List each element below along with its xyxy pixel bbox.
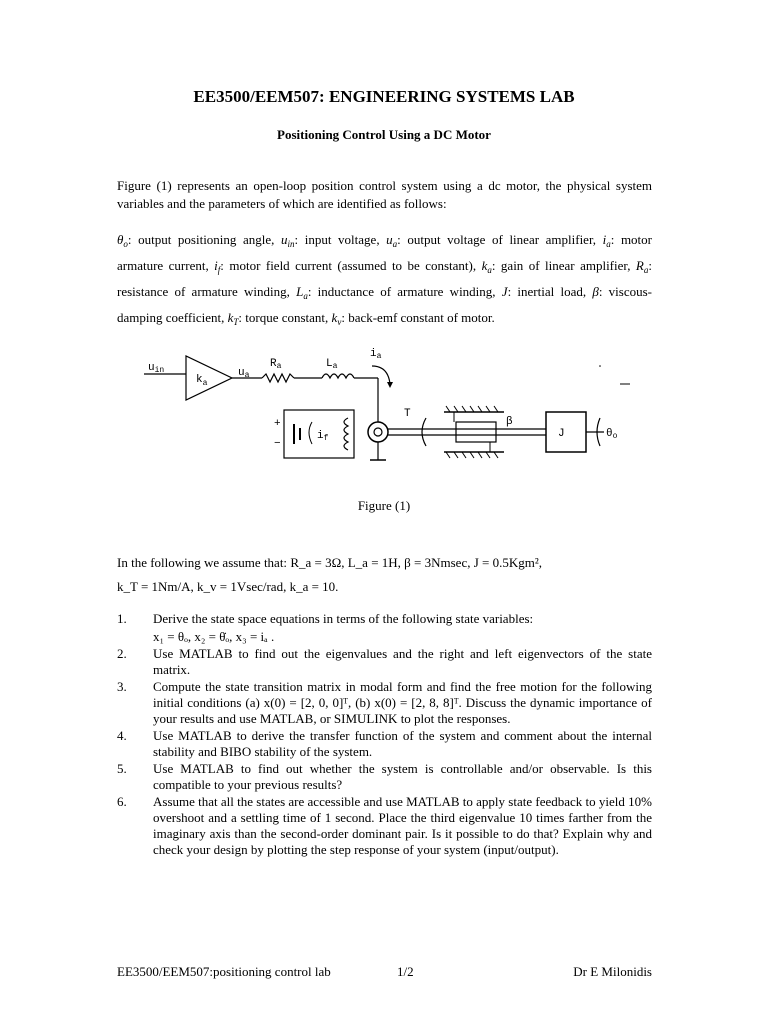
variable-symbol: k xyxy=(227,310,234,325)
variable-subscript: a xyxy=(392,239,398,249)
page-subtitle: Positioning Control Using a DC Motor xyxy=(277,127,491,142)
task-text: Use MATLAB to derive the transfer function of the system and comment about the internal stability and BIBO stability of the system. xyxy=(153,728,652,759)
task-item xyxy=(117,646,652,678)
variable-symbol: i xyxy=(602,232,607,247)
task-text: Use MATLAB to find out whether the system is controllable and/or observable. Is this compatible to your previous results? xyxy=(153,761,652,792)
task-item xyxy=(117,611,652,645)
variable-description: : output positioning angle, xyxy=(127,232,282,247)
ra-label: Ra xyxy=(270,358,282,371)
if-label: if xyxy=(317,430,329,443)
footer-course: EE3500/EEM507:positioning control lab xyxy=(117,964,331,979)
assumptions xyxy=(117,551,657,599)
task-text: Use MATLAB to find out the eigenvalues and the right and left eigenvectors of the state matrix. xyxy=(153,646,652,677)
ia-label: ia xyxy=(370,348,382,361)
footer-author: Dr E Milonidis xyxy=(573,964,652,979)
uin-label: uin xyxy=(148,362,165,375)
task-number: 1. xyxy=(117,611,127,626)
variable-subscript: f xyxy=(217,265,221,275)
field-coil xyxy=(344,418,348,450)
ua-label: ua xyxy=(238,367,250,380)
page-title: EE3500/EEM507: ENGINEERING SYSTEMS LAB xyxy=(193,87,575,106)
task-number: 2. xyxy=(117,646,127,661)
inductor xyxy=(322,374,354,378)
variable-subscript: a xyxy=(487,265,492,275)
figure-caption: Figure (1) xyxy=(357,498,411,513)
variable-description: : back-emf constant of motor. xyxy=(341,310,495,325)
variable-symbol: u xyxy=(281,232,288,247)
intro-paragraph: Figure (1) represents an open-loop position control system using a dc motor, the physical system variables and the parameters of which are identified as follows: xyxy=(117,178,652,211)
variable-description: : torque constant, xyxy=(238,310,332,325)
variable-subscript: a xyxy=(643,265,649,275)
task-item xyxy=(117,761,652,793)
variable-symbol: i xyxy=(214,258,218,273)
amplifier-triangle xyxy=(186,356,232,400)
task-text: Compute the state transition matrix in modal form and find the free motion for the following initial conditions (a) x(0) = [2, 0, 0]ᵀ, (b) x(0) = [2, 8, 8]ᵀ. Discuss the dynamic importance of your results and use MATLAB, or SIMULINK to plot the responses. xyxy=(153,679,652,726)
task-item xyxy=(117,794,652,858)
torque-arrow xyxy=(422,418,426,446)
if-arrow xyxy=(309,422,312,444)
ia-arrow xyxy=(372,366,390,384)
damper-block xyxy=(456,422,496,442)
resistor xyxy=(262,374,294,382)
variable-symbol: L xyxy=(296,284,304,299)
variable-description: : viscous-damping coefficient, xyxy=(117,284,652,325)
beta-label: β xyxy=(506,416,513,428)
motor-armature xyxy=(368,422,388,442)
task-number: 3. xyxy=(117,679,127,694)
variable-subscript: T xyxy=(233,317,239,327)
task-list xyxy=(117,611,652,859)
task-number: 4. xyxy=(117,728,127,743)
variable-symbol: u xyxy=(386,232,393,247)
task-item xyxy=(117,679,652,727)
variable-symbol: θ xyxy=(117,232,124,247)
task-item xyxy=(117,728,652,760)
variable-subscript: in xyxy=(287,239,295,249)
variable-symbol: k xyxy=(331,310,338,325)
task-number: 6. xyxy=(117,794,127,809)
variable-symbol: R xyxy=(635,258,644,273)
variable-description: : resistance of armature winding, xyxy=(117,258,652,299)
footer-page-number: 1/2 xyxy=(397,964,414,979)
variable-description: : motor armature current, xyxy=(117,232,652,273)
j-label: J xyxy=(558,428,565,440)
variables-paragraph xyxy=(117,229,652,333)
task-math: x₁ = θₒ, x₂ = θ̇ₒ, x₃ = iₐ . xyxy=(153,629,275,644)
variable-subscript: o xyxy=(123,239,128,249)
variable-description: : gain of linear amplifier, xyxy=(491,258,636,273)
theta-label: θo xyxy=(606,428,618,441)
variable-description: : inductance of armature winding, xyxy=(307,284,502,299)
variable-subscript: a xyxy=(606,239,611,249)
variable-description: : inertial load, xyxy=(507,284,593,299)
task-text: Assume that all the states are accessible and use MATLAB to apply state feedback to yield 10% overshoot and a settling time of 1 second. Place the third eigenvalue 10 times farther from the imaginary axis than the second-order dominant pair. Is it possible to do that? Explain why and check your design by plotting the step response of your system (input/output). xyxy=(153,794,652,857)
assumptions-line2: k_T = 1Nm/A, k_v = 1Vsec/rad, k_a = 10. xyxy=(117,579,339,594)
inertia-block xyxy=(546,412,586,452)
variable-subscript: a xyxy=(303,291,308,301)
variable-subscript: v xyxy=(337,317,342,327)
minus-label: − xyxy=(274,438,281,450)
assumptions-lead: In the following we assume that: xyxy=(117,555,288,570)
task-text: Derive the state space equations in terms of the following state variables: xyxy=(153,611,534,626)
variable-symbol: J xyxy=(501,284,508,299)
ka-label: $k_a$ xyxy=(196,374,208,388)
variable-description: : output voltage of linear amplifier, xyxy=(397,232,603,247)
variable-symbol: β xyxy=(592,284,599,299)
torque-label: T xyxy=(404,408,411,420)
variable-symbol: k xyxy=(481,258,488,273)
variable-description: : input voltage, xyxy=(294,232,387,247)
task-number: 5. xyxy=(117,761,127,776)
variable-description: : motor field current (assumed to be constant), xyxy=(220,258,482,273)
dc-motor-diagram xyxy=(134,344,634,474)
la-label: La xyxy=(326,358,338,371)
assumptions-line1: R_a = 3Ω, L_a = 1H, β = 3Nmsec, J = 0.5Kgm², xyxy=(290,555,543,570)
plus-label: + xyxy=(274,418,281,430)
